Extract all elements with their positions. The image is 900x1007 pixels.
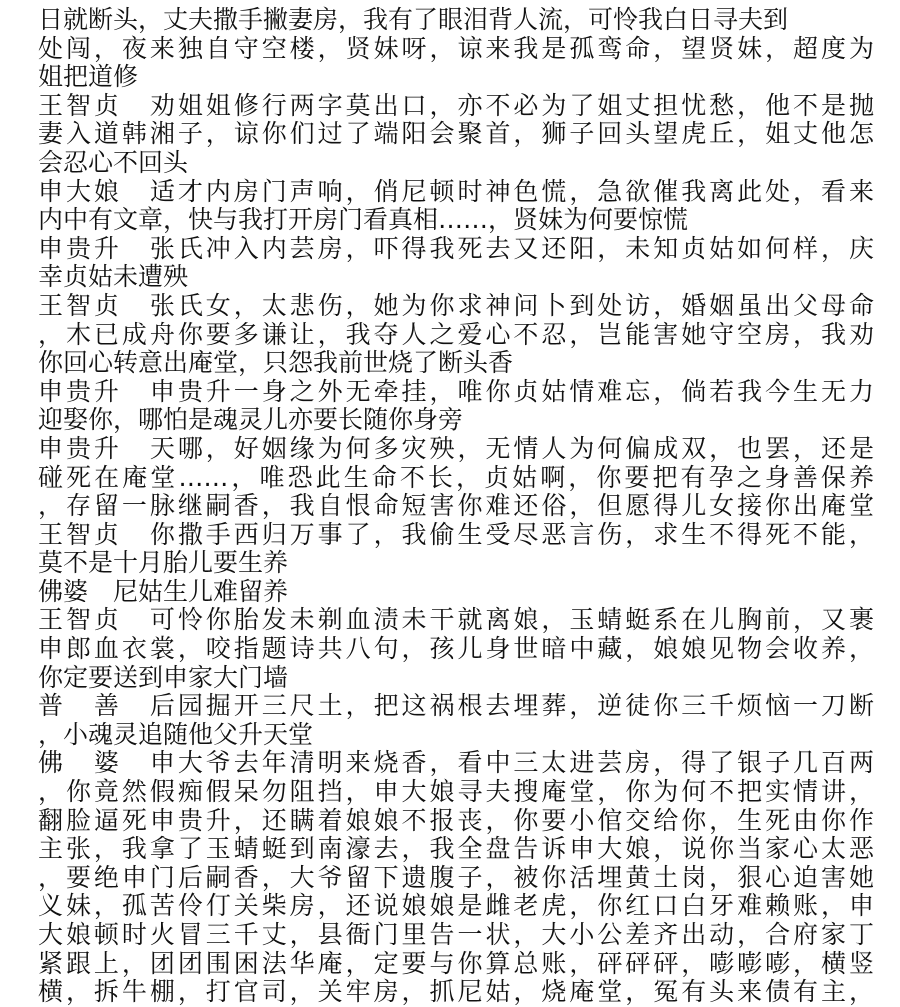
text-line: 申贵升 申贵升一身之外无牵挂，唯你贞姑情难忘，倘若我今生无力 <box>38 377 874 406</box>
text-line: 日就断头，丈夫撒手撇妻房，我有了眼泪背人流，可怜我白日寻夫到 <box>38 6 789 34</box>
text-line: ，小魂灵追随他父升天堂 <box>38 720 314 749</box>
text-line: 莫不是十月胎儿要生养 <box>38 549 289 578</box>
text-line: 翻脸逼死申贵升，还瞒着娘娘不报丧，你要小倌交给你，生死由你作 <box>38 806 874 835</box>
text-line: 申大娘 适才内房门声响，俏尼顿时神色慌，急欲催我离此处，看来 <box>38 177 874 206</box>
text-line: 紧跟上，团团围困法华庵，定要与你算总账，砰砰砰，嘭嘭嘭，横竖 <box>38 949 874 978</box>
text-line: 王智贞 可怜你胎发未剃血渍未干就离娘，玉蜻蜓系在儿胸前，又裹 <box>38 606 874 635</box>
text-line: 妻入道韩湘子，谅你们过了端阳会聚首，狮子回头望虎丘，姐丈他怎 <box>38 120 874 149</box>
text-line: 会忍心不回头 <box>38 148 189 177</box>
text-line: 大娘顿时火冒三千丈，县衙门里告一状，大小公差齐出动，合府家丁 <box>38 921 874 949</box>
text-line: 你定要送到申家大门墙 <box>38 663 289 692</box>
text-line: 义妹，孤苦伶仃关柴房，还说娘娘是雌老虎，你红口白牙难赖账，申 <box>38 892 874 921</box>
document-page <box>38 6 874 1007</box>
text-line: 王智贞 张氏女，太悲伤，她为你求神问卜到处访，婚姻虽出父母命 <box>38 291 874 320</box>
text-line: ，存留一脉继嗣香，我自恨命短害你难还俗，但愿得儿女接你出庵堂 <box>38 492 874 521</box>
text-line: ，要绝申门后嗣香，大爷留下遗腹子，被你活埋黄土岗，狠心迫害她 <box>38 863 874 892</box>
text-line: 普 善 后园掘开三尺土，把这祸根去埋葬，逆徒你三千烦恼一刀断 <box>38 692 874 721</box>
text-line: 主张，我拿了玉蜻蜓到南濠去，我全盘告诉申大娘，说你当家心太恶 <box>38 835 874 864</box>
text-line: 王智贞 你撒手西归万事了，我偷生受尽恶言伤，求生不得死不能， <box>38 520 874 549</box>
text-line: 横，拆牛棚，打官司，关牢房，抓尼姑，烧庵堂，冤有头来债有主， <box>38 978 874 1007</box>
text-line: 幸贞姑未遭殃 <box>38 263 189 292</box>
text-line: 内中有文章，快与我打开房门看真相……，贤妹为何要惊慌 <box>38 206 689 235</box>
text-line: 申郎血衣裳，咬指题诗共八句，孩儿身世暗中藏，娘娘见物会收养， <box>38 635 874 664</box>
text-line: 佛 婆 申大爷去年清明来烧香，看中三太进芸房，得了银子几百两 <box>38 749 874 778</box>
text-line: 碰死在庵堂……，唯恐此生命不长，贞姑啊，你要把有孕之身善保养 <box>38 463 874 492</box>
text-line: 姐把道修 <box>38 63 139 92</box>
text-line: 申贵升 天哪，好姻缘为何多灾殃，无情人为何偏成双，也罢，还是 <box>38 434 874 463</box>
text-line: 申贵升 张氏冲入内芸房，吓得我死去又还阳，未知贞姑如何样，庆 <box>38 234 874 263</box>
text-line: ，木已成舟你要多谦让，我夺人之爱心不忍，岂能害她守空房，我劝 <box>38 320 874 349</box>
text-line: 王智贞 劝姐姐修行两字莫出口，亦不必为了姐丈担忧愁，他不是抛 <box>38 91 874 120</box>
text-line: 处闯，夜来独自守空楼，贤妹呀，谅来我是孤鸾命，望贤妹，超度为 <box>38 34 874 63</box>
text-line: 佛婆 尼姑生儿难留养 <box>38 577 289 606</box>
text-line: ，你竟然假痴假呆勿阻挡，申大娘寻夫搜庵堂，你为何不把实情讲， <box>38 778 874 807</box>
text-line: 你回心转意出庵堂，只怨我前世烧了断头香 <box>38 349 514 378</box>
text-line: 迎娶你，哪怕是魂灵儿亦要长随你身旁 <box>38 406 464 435</box>
